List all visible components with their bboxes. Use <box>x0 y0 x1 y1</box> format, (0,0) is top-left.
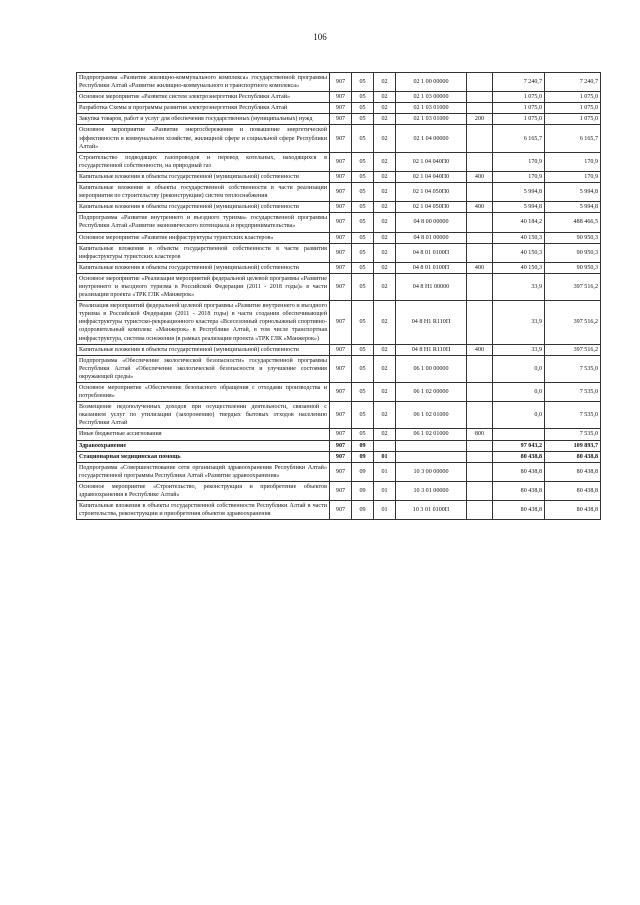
subsection-cell: 02 <box>374 273 396 300</box>
table-row <box>77 103 601 114</box>
expense-type-cell: 400 <box>467 202 493 213</box>
expense-type-cell: 800 <box>467 429 493 440</box>
subsection-cell: 02 <box>374 152 396 171</box>
page-number: 106 <box>313 32 327 42</box>
amount-year2-cell: 1 075,0 <box>545 114 601 125</box>
ministry-code-cell: 907 <box>330 355 352 382</box>
target-article-cell: 06 1 00 00000 <box>396 355 467 382</box>
target-article-cell: 06 1 02 01000 <box>396 429 467 440</box>
target-article-cell: 02 1 03 01000 <box>396 103 467 114</box>
ministry-code-cell: 907 <box>330 213 352 232</box>
table-row <box>77 301 601 344</box>
table-row <box>77 171 601 182</box>
subsection-cell: 01 <box>374 462 396 481</box>
section-cell: 05 <box>352 355 374 382</box>
table-row <box>77 402 601 429</box>
subsection-cell: 02 <box>374 243 396 262</box>
amount-year1-cell: 0,0 <box>493 355 545 382</box>
section-cell: 05 <box>352 213 374 232</box>
target-article-cell: 02 1 04 00000 <box>396 125 467 152</box>
amount-year2-cell: 7 240,7 <box>545 73 601 92</box>
section-cell: 05 <box>352 114 374 125</box>
table-body <box>77 73 601 520</box>
section-cell: 05 <box>352 103 374 114</box>
expense-type-cell <box>467 232 493 243</box>
amount-year1-cell: 6 165,7 <box>493 125 545 152</box>
row-name-cell: Основное мероприятие «Строительство, реконструкция и приобретение объектов здравоохранения в Республике Алтай» <box>77 481 330 500</box>
subsection-cell: 02 <box>374 202 396 213</box>
row-name-cell: Капитальные вложения в объекты государственной (муниципальной) собственности <box>77 202 330 213</box>
expense-type-cell <box>467 152 493 171</box>
target-article-cell: 02 1 04 050П0 <box>396 202 467 213</box>
ministry-code-cell: 907 <box>330 383 352 402</box>
ministry-code-cell: 907 <box>330 73 352 92</box>
target-article-cell: 06 1 02 01000 <box>396 402 467 429</box>
table-row <box>77 73 601 92</box>
amount-year2-cell: 397 516,2 <box>545 273 601 300</box>
amount-year2-cell: 6 165,7 <box>545 125 601 152</box>
row-name-cell: Капитальные вложения в объекты государственной (муниципальной) собственности <box>77 171 330 182</box>
ministry-code-cell: 907 <box>330 273 352 300</box>
row-name-cell: Подпрограмма «Развитие жилищно-коммунального комплекса» государственной программы Республики Алтай «Развитие жилищно-коммунального и транспортного комплекса» <box>77 73 330 92</box>
ministry-code-cell: 907 <box>330 183 352 202</box>
target-article-cell: 02 1 04 050П0 <box>396 183 467 202</box>
subsection-cell: 02 <box>374 125 396 152</box>
section-cell: 09 <box>352 481 374 500</box>
row-name-cell: Основное мероприятие «Развитие энергосбережения и повышение энергетической эффективности в коммунальном хозяйстве, жилищной сфере и социальной сфере Республики Алтай» <box>77 125 330 152</box>
amount-year1-cell: 7 240,7 <box>493 73 545 92</box>
target-article-cell: 04 8 01 0100П <box>396 262 467 273</box>
amount-year1-cell: 80 438,8 <box>493 462 545 481</box>
table-row <box>77 462 601 481</box>
row-name-cell: Капитальные вложения в объекты государственной собственности в части развития инфраструктуры туристских кластеров <box>77 243 330 262</box>
amount-year2-cell: 109 893,7 <box>545 440 601 451</box>
expense-type-cell <box>467 501 493 520</box>
table-row <box>77 232 601 243</box>
row-name-cell: Капитальные вложения в объекты государственной собственности в части реализации мероприятия по строительству (реконструкции) систем теплоснабжения <box>77 183 330 202</box>
amount-year2-cell: 7 535,0 <box>545 355 601 382</box>
target-article-cell: 04 8 01 0100П <box>396 243 467 262</box>
ministry-code-cell: 907 <box>330 462 352 481</box>
row-name-cell: Капитальные вложения в объекты государственной (муниципальной) собственности <box>77 344 330 355</box>
amount-year1-cell: 40 184,2 <box>493 213 545 232</box>
target-article-cell <box>396 451 467 462</box>
ministry-code-cell: 907 <box>330 243 352 262</box>
target-article-cell: 04 8 Н1 R110П <box>396 344 467 355</box>
expense-type-cell <box>467 355 493 382</box>
amount-year1-cell: 5 994,8 <box>493 202 545 213</box>
expense-type-cell <box>467 92 493 103</box>
amount-year1-cell: 0,0 <box>493 383 545 402</box>
ministry-code-cell: 907 <box>330 232 352 243</box>
table-row <box>77 273 601 300</box>
row-name-cell: Подпрограмма «Обеспечение экологической безопасности» государственной программы Республики Алтай «Обеспечение экологической безопасности и улучшение состояния окружающей среды» <box>77 355 330 382</box>
table-row <box>77 243 601 262</box>
row-name-cell: Подпрограмма «Совершенствование сети организаций здравоохранения Республики Алтай» государственной программы Республики Алтай «Развитие здравоохранения» <box>77 462 330 481</box>
table-row <box>77 355 601 382</box>
ministry-code-cell: 907 <box>330 202 352 213</box>
section-cell: 05 <box>352 262 374 273</box>
table-row <box>77 114 601 125</box>
table-row <box>77 152 601 171</box>
table-row <box>77 202 601 213</box>
expense-type-cell <box>467 243 493 262</box>
amount-year2-cell: 90 950,3 <box>545 243 601 262</box>
amount-year1-cell: 1 075,0 <box>493 114 545 125</box>
amount-year2-cell: 1 075,0 <box>545 103 601 114</box>
expense-type-cell <box>467 383 493 402</box>
expense-type-cell <box>467 402 493 429</box>
target-article-cell: 10 3 01 00000 <box>396 481 467 500</box>
amount-year1-cell: 170,9 <box>493 171 545 182</box>
expense-type-cell: 200 <box>467 114 493 125</box>
section-cell: 05 <box>352 232 374 243</box>
amount-year2-cell: 170,9 <box>545 152 601 171</box>
row-name-cell: Возмещение недополученных доходов при осуществлении деятельности, связанной с оказанием услуг по утилизации (захоронению) твердых бытовых отходов населению Республики Алтай <box>77 402 330 429</box>
row-name-cell: Разработка Схемы и программы развития электроэнергетики Республики Алтай <box>77 103 330 114</box>
expense-type-cell: 400 <box>467 344 493 355</box>
section-cell: 05 <box>352 429 374 440</box>
amount-year1-cell: 40 150,3 <box>493 243 545 262</box>
section-cell: 09 <box>352 440 374 451</box>
subsection-cell <box>374 440 396 451</box>
amount-year1-cell <box>493 429 545 440</box>
expense-type-cell <box>467 273 493 300</box>
row-name-cell: Капитальные вложения в объекты государственной (муниципальной) собственности <box>77 262 330 273</box>
expense-type-cell <box>467 462 493 481</box>
table-row <box>77 383 601 402</box>
amount-year1-cell: 33,9 <box>493 344 545 355</box>
target-article-cell: 04 8 Н1 R110П <box>396 301 467 344</box>
table-row <box>77 429 601 440</box>
ministry-code-cell: 907 <box>330 114 352 125</box>
section-cell: 05 <box>352 92 374 103</box>
section-cell: 09 <box>352 451 374 462</box>
subsection-cell: 02 <box>374 355 396 382</box>
row-name-cell: Реализация мероприятий федеральной целевой программы «Развитие внутреннего и въездного туризма в Российской Федерации (2011 - 2018 годы) в части создания обеспечивающей инфраструктуры туристско-рекреационного кластера «Всесезонный горнолыжный спортивно-оздоровительный комплекс «Манжерок» в Республике Алтай, в том числе транспортная инфраструктура, система оснежения (в рамках реализации проекта «ТРК ГЛК «Манжерок») <box>77 301 330 344</box>
amount-year2-cell: 170,9 <box>545 171 601 182</box>
target-article-cell: 04 8 00 00000 <box>396 213 467 232</box>
amount-year1-cell: 40 150,3 <box>493 262 545 273</box>
subsection-cell: 02 <box>374 92 396 103</box>
ministry-code-cell: 907 <box>330 501 352 520</box>
subsection-cell: 02 <box>374 301 396 344</box>
section-cell: 05 <box>352 202 374 213</box>
subsection-cell: 02 <box>374 183 396 202</box>
table-row <box>77 262 601 273</box>
subsection-cell: 02 <box>374 114 396 125</box>
row-name-cell: Основное мероприятие «Развитие систем электроэнергетики Республики Алтай» <box>77 92 330 103</box>
subsection-cell: 02 <box>374 232 396 243</box>
target-article-cell: 10 3 01 0100П <box>396 501 467 520</box>
row-name-cell: Основное мероприятие «Обеспечение безопасного обращения с отходами производства и потребления» <box>77 383 330 402</box>
expense-type-cell: 400 <box>467 262 493 273</box>
ministry-code-cell: 907 <box>330 481 352 500</box>
amount-year2-cell: 397 516,2 <box>545 344 601 355</box>
ministry-code-cell: 907 <box>330 92 352 103</box>
amount-year1-cell: 80 438,8 <box>493 451 545 462</box>
target-article-cell: 02 1 04 040П0 <box>396 171 467 182</box>
expense-type-cell <box>467 481 493 500</box>
row-name-cell: Иные бюджетные ассигнования <box>77 429 330 440</box>
amount-year1-cell: 0,0 <box>493 402 545 429</box>
row-name-cell: Основное мероприятие «Развитие инфраструктуры туристских кластеров» <box>77 232 330 243</box>
amount-year1-cell: 170,9 <box>493 152 545 171</box>
subsection-cell: 02 <box>374 262 396 273</box>
table-row <box>77 481 601 500</box>
subsection-cell: 02 <box>374 103 396 114</box>
target-article-cell: 02 1 03 00000 <box>396 92 467 103</box>
ministry-code-cell: 907 <box>330 344 352 355</box>
expense-type-cell <box>467 440 493 451</box>
section-cell: 05 <box>352 344 374 355</box>
amount-year2-cell: 5 994,8 <box>545 183 601 202</box>
expense-type-cell <box>467 125 493 152</box>
target-article-cell: 02 1 03 01000 <box>396 114 467 125</box>
table-row <box>77 344 601 355</box>
subsection-cell: 02 <box>374 429 396 440</box>
amount-year1-cell: 33,9 <box>493 273 545 300</box>
amount-year2-cell: 80 438,8 <box>545 501 601 520</box>
amount-year2-cell: 397 516,2 <box>545 301 601 344</box>
amount-year1-cell: 5 994,8 <box>493 183 545 202</box>
section-cell: 05 <box>352 152 374 171</box>
expense-type-cell: 400 <box>467 171 493 182</box>
expense-type-cell <box>467 213 493 232</box>
amount-year1-cell: 33,9 <box>493 301 545 344</box>
section-cell: 05 <box>352 402 374 429</box>
section-cell: 05 <box>352 183 374 202</box>
amount-year1-cell: 40 150,3 <box>493 232 545 243</box>
amount-year1-cell: 1 075,0 <box>493 103 545 114</box>
ministry-code-cell: 907 <box>330 402 352 429</box>
row-name-cell: Строительство подводящих газопроводов и перевод котельных, находящихся в государственной собственности, на природный газ <box>77 152 330 171</box>
subsection-cell: 02 <box>374 213 396 232</box>
row-name-cell: Здравоохранение <box>77 440 330 451</box>
table-row <box>77 125 601 152</box>
section-cell: 05 <box>352 171 374 182</box>
expense-type-cell <box>467 451 493 462</box>
amount-year2-cell: 488 466,5 <box>545 213 601 232</box>
expense-type-cell <box>467 183 493 202</box>
target-article-cell: 02 1 04 040П0 <box>396 152 467 171</box>
target-article-cell: 10 3 00 00000 <box>396 462 467 481</box>
ministry-code-cell: 907 <box>330 301 352 344</box>
expense-type-cell <box>467 73 493 92</box>
amount-year2-cell: 7 535,0 <box>545 429 601 440</box>
expense-type-cell <box>467 103 493 114</box>
row-name-cell: Закупка товаров, работ и услуг для обеспечения государственных (муниципальных) нужд <box>77 114 330 125</box>
ministry-code-cell: 907 <box>330 429 352 440</box>
amount-year2-cell: 90 950,3 <box>545 262 601 273</box>
ministry-code-cell: 907 <box>330 262 352 273</box>
amount-year1-cell: 1 075,0 <box>493 92 545 103</box>
subsection-cell: 02 <box>374 73 396 92</box>
ministry-code-cell: 907 <box>330 103 352 114</box>
expense-type-cell <box>467 301 493 344</box>
section-cell: 05 <box>352 383 374 402</box>
amount-year2-cell: 5 994,8 <box>545 202 601 213</box>
section-cell: 09 <box>352 462 374 481</box>
budget-table <box>76 72 601 520</box>
ministry-code-cell: 907 <box>330 451 352 462</box>
amount-year1-cell: 97 043,2 <box>493 440 545 451</box>
table-row <box>77 183 601 202</box>
target-article-cell: 06 1 02 00000 <box>396 383 467 402</box>
ministry-code-cell: 907 <box>330 125 352 152</box>
section-cell: 05 <box>352 301 374 344</box>
amount-year2-cell: 80 438,8 <box>545 451 601 462</box>
target-article-cell: 04 8 01 00000 <box>396 232 467 243</box>
subsection-cell: 02 <box>374 402 396 429</box>
row-name-cell: Капитальные вложения в объекты государственной собственности Республики Алтай в части строительства, реконструкции и приобретения объектов здравоохранения <box>77 501 330 520</box>
section-cell: 05 <box>352 125 374 152</box>
table-row <box>77 92 601 103</box>
table-row <box>77 501 601 520</box>
table-row <box>77 440 601 451</box>
subsection-cell: 01 <box>374 451 396 462</box>
amount-year2-cell: 80 438,8 <box>545 481 601 500</box>
ministry-code-cell: 907 <box>330 440 352 451</box>
amount-year2-cell: 7 535,0 <box>545 402 601 429</box>
subsection-cell: 02 <box>374 171 396 182</box>
section-cell: 05 <box>352 243 374 262</box>
ministry-code-cell: 907 <box>330 152 352 171</box>
row-name-cell: Основное мероприятие «Реализация мероприятий федеральной целевой программы «Развитие внутреннего и въездного туризма в Российской Федерации (2011 - 2018 годы)» в части реализации проекта «ТРК ГЛК «Манжерок» <box>77 273 330 300</box>
section-cell: 05 <box>352 73 374 92</box>
target-article-cell <box>396 440 467 451</box>
ministry-code-cell: 907 <box>330 171 352 182</box>
amount-year1-cell: 80 438,8 <box>493 501 545 520</box>
amount-year2-cell: 90 950,3 <box>545 232 601 243</box>
target-article-cell: 04 8 Н1 00000 <box>396 273 467 300</box>
amount-year2-cell: 80 438,8 <box>545 462 601 481</box>
target-article-cell: 02 1 00 00000 <box>396 73 467 92</box>
amount-year2-cell: 7 535,0 <box>545 383 601 402</box>
subsection-cell: 01 <box>374 481 396 500</box>
amount-year1-cell: 80 438,8 <box>493 481 545 500</box>
table-row <box>77 451 601 462</box>
row-name-cell: Стационарная медицинская помощь <box>77 451 330 462</box>
subsection-cell: 02 <box>374 383 396 402</box>
subsection-cell: 02 <box>374 344 396 355</box>
amount-year2-cell: 1 075,0 <box>545 92 601 103</box>
section-cell: 05 <box>352 273 374 300</box>
row-name-cell: Подпрограмма «Развитие внутреннего и въездного туризма» государственной программы Республики Алтай «Развитие экономического потенциала и предпринимательства» <box>77 213 330 232</box>
section-cell: 09 <box>352 501 374 520</box>
table-row <box>77 213 601 232</box>
subsection-cell: 01 <box>374 501 396 520</box>
